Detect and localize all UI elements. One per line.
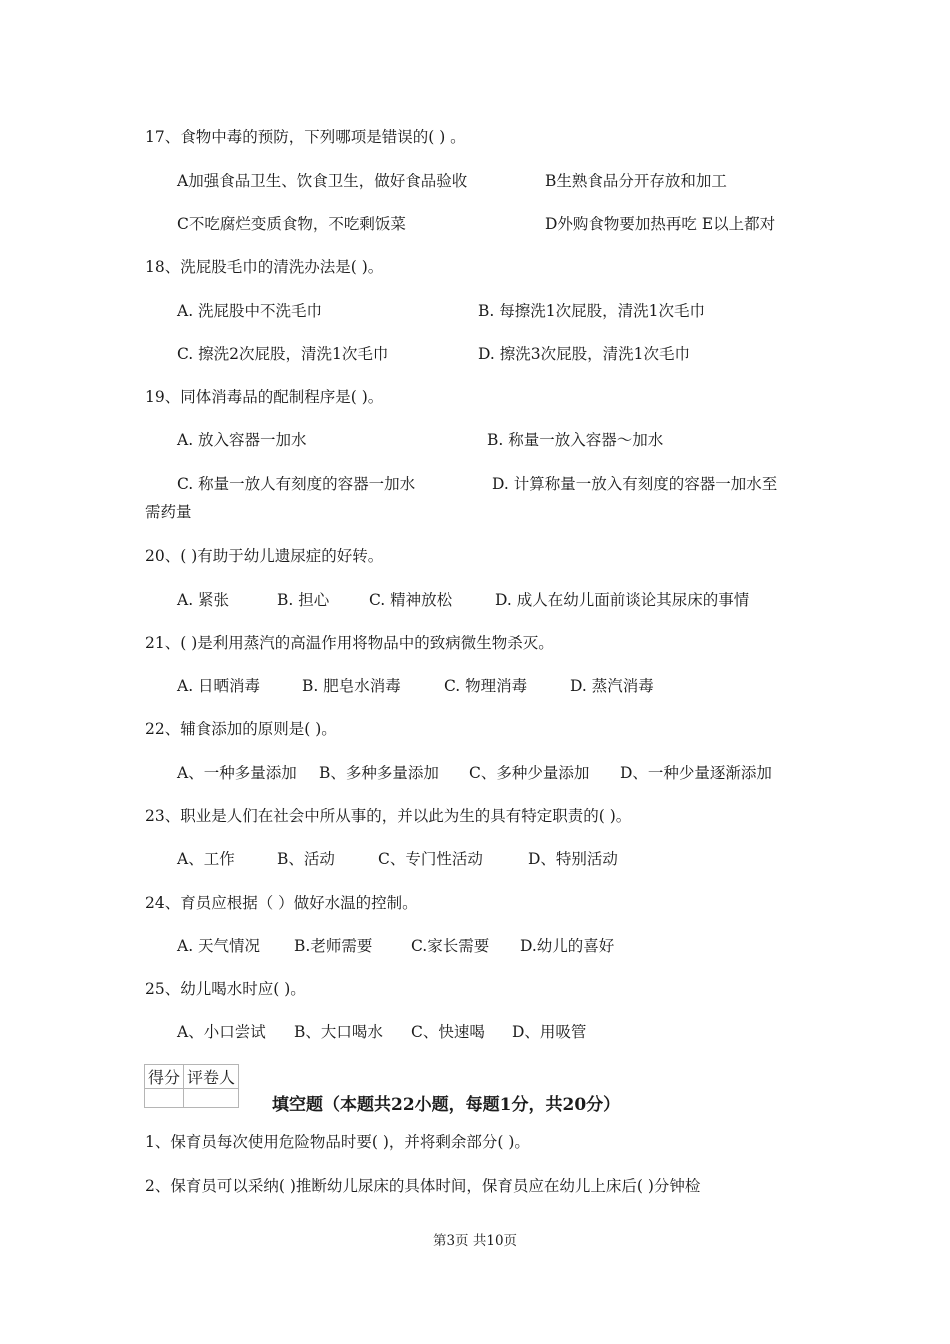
question-22: 22、辅食添加的原则是( )。 [145,720,337,738]
grader-label: 评卷人 [184,1065,239,1089]
option: B、大口喝水 [294,1023,383,1041]
option: C不吃腐烂变质食物，不吃剩饭菜 [177,215,406,233]
option: D. 蒸汽消毒 [570,677,654,695]
option: C.家长需要 [411,937,490,955]
option: B. 每擦洗1次屁股，清洗1次毛巾 [478,302,705,320]
option: A、一种多量添加 [177,764,297,782]
question-21: 21、( )是利用蒸汽的高温作用将物品中的致病微生物杀灭。 [145,634,554,652]
option: D. 成人在幼儿面前谈论其尿床的事情 [495,591,750,609]
question-19: 19、同体消毒品的配制程序是( )。 [145,388,384,406]
option: A、小口尝试 [177,1023,266,1041]
score-cell [145,1089,184,1108]
option: B. 肥皂水消毒 [302,677,401,695]
option: B、多种多量添加 [319,764,439,782]
page-number: 第3页 共10页 [432,1233,518,1249]
option: D、特别活动 [528,850,618,868]
question-17: 17、食物中毒的预防，下列哪项是错误的( ) 。 [145,128,466,146]
option: A. 日晒消毒 [177,677,261,695]
option: C. 称量一放人有刻度的容器一加水 [177,475,416,493]
score-table [144,1064,239,1108]
grader-cell [184,1089,239,1108]
option: A. 洗屁股中不洗毛巾 [177,302,323,320]
option: D.幼儿的喜好 [520,937,615,955]
option: C、快速喝 [411,1023,485,1041]
option: A. 放入容器一加水 [177,431,307,449]
option: C、专门性活动 [378,850,483,868]
option: D外购食物要加热再吃 E以上都对 [545,215,776,233]
option: A. 紧张 [177,591,230,609]
option: A、工作 [177,850,235,868]
question-25: 25、幼儿喝水时应( )。 [145,980,306,998]
question-20: 20、( )有助于幼儿遗尿症的好转。 [145,547,384,565]
fill-question-2: 2、保育员可以采纳( )推断幼儿尿床的具体时间，保育员应在幼儿上床后( )分钟检 [145,1177,701,1195]
option: B、活动 [277,850,335,868]
option: B. 担心 [277,591,330,609]
option: A. 天气情况 [177,937,261,955]
question-24: 24、育员应根据（ ）做好水温的控制。 [145,894,418,912]
option: D、用吸管 [512,1023,587,1041]
option: C. 擦洗2次屁股，清洗1次毛巾 [177,345,389,363]
option: D. 计算称量一放入有刻度的容器一加水至 [492,475,778,493]
question-18: 18、洗屁股毛巾的清洗办法是( )。 [145,258,384,276]
option: D. 擦洗3次屁股，清洗1次毛巾 [478,345,690,363]
option: C. 物理消毒 [444,677,528,695]
option: B.老师需要 [294,937,373,955]
option-continuation: 需药量 [145,503,192,521]
option: B. 称量一放入容器～加水 [487,431,664,449]
option: C、多种少量添加 [469,764,590,782]
section-title: 填空题（本题共22小题，每题1分，共20分） [272,1095,621,1115]
score-label: 得分 [145,1065,184,1089]
option: C. 精神放松 [369,591,453,609]
option: D、一种少量逐渐添加 [620,764,772,782]
option: A加强食品卫生、饮食卫生，做好食品验收 [177,172,468,190]
question-23: 23、职业是人们在社会中所从事的，并以此为生的具有特定职责的( )。 [145,807,632,825]
fill-question-1: 1、保育员每次使用危险物品时要( )，并将剩余部分( )。 [145,1133,530,1151]
option: B生熟食品分开存放和加工 [545,172,727,190]
